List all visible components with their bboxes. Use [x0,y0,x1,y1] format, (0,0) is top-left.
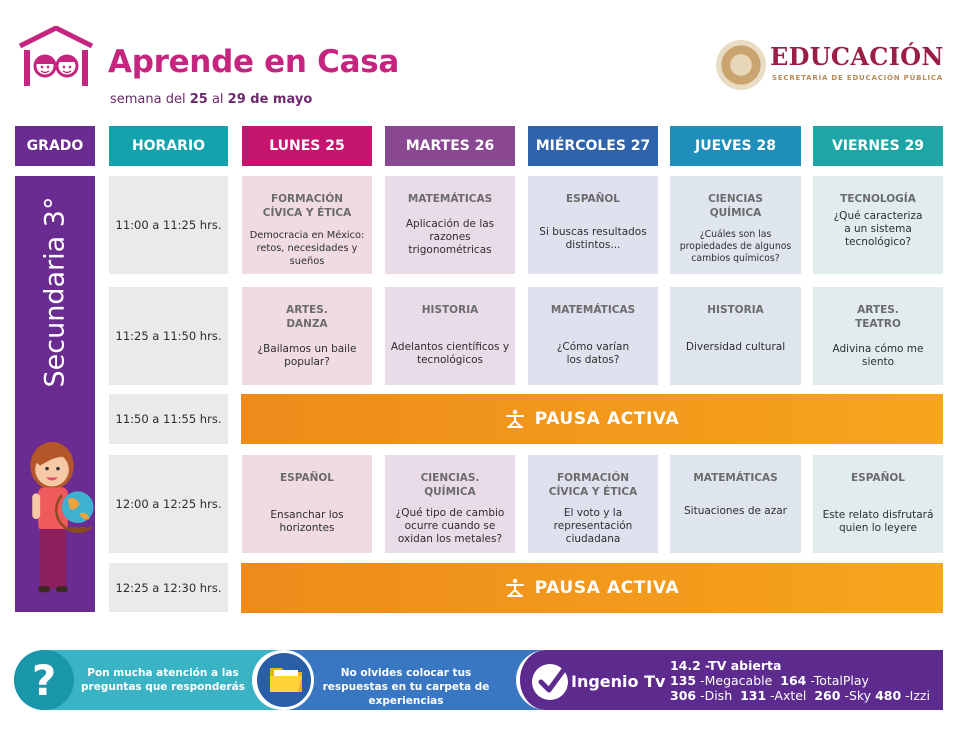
class-topic: Situaciones de azar [684,505,787,517]
class-cell [385,287,515,385]
class-topic: Si buscas resultados distintos... [539,226,647,251]
pausa-activa-banner [241,394,943,444]
pausa-label: PAUSA ACTIVA [534,409,680,429]
channel-line [670,673,930,688]
class-cell [242,176,372,274]
class-cell [242,455,372,553]
class-topic: Ensanchar los horizontes [270,509,344,534]
class-cell [670,287,801,385]
grade-label: Secundaria 3° [39,196,71,388]
class-topic: ¿Cómo varían los datos? [556,341,630,366]
subtitle-middle: al [207,92,228,107]
class-topic: Diversidad cultural [685,341,786,353]
time-slot: 11:50 a 11:55 hrs. [109,394,228,444]
class-subject: ESPAÑOL [851,472,905,484]
header-horario: HORARIO [109,126,228,166]
class-subject: ESPAÑOL [280,472,334,484]
grade-column [15,176,95,612]
channel-line [670,688,930,703]
channel-name: -TV abierta [704,658,782,673]
stretching-person-icon [505,409,525,429]
class-cell [670,455,801,553]
time-slot: 12:25 a 12:30 hrs. [109,563,228,612]
check-circle-icon [530,658,574,702]
class-topic: ¿Qué caracteriza a un sistema tecnológico? [833,210,923,248]
time-slot: 11:00 a 11:25 hrs. [109,176,228,274]
time-slot: 11:25 a 11:50 hrs. [109,287,228,385]
header-lunes: LUNES 25 [242,126,372,166]
brand-subtitle: SECRETARÍA DE EDUCACIÓN PÚBLICA [772,74,944,82]
time-slot: 12:00 a 12:25 hrs. [109,455,228,553]
channel-number: 135 [670,673,697,688]
mexico-seal-icon [716,40,766,90]
class-subject: MATEMÁTICAS [550,304,636,316]
class-cell [813,287,943,385]
pausa-label: PAUSA ACTIVA [534,578,680,598]
class-subject: ARTES. TEATRO [855,304,901,330]
class-cell [528,287,658,385]
channel-line [670,658,930,673]
channel-name: -Axtel [770,688,807,703]
girl-with-globe-illustration [15,436,95,612]
subtitle-start-date: 25 [189,92,208,107]
week-subtitle [110,92,312,107]
channel-number: 164 [780,673,807,688]
class-cell [528,176,658,274]
class-topic: Adelantos científicos y tecnológicos [390,341,510,366]
header-miercoles: MIÉRCOLES 27 [528,126,658,166]
class-cell [813,455,943,553]
channel-number: 306 [670,688,697,703]
channel-name: -Sky [844,688,872,703]
class-topic: Aplicación de las razones trigonométricas [405,218,495,256]
channel-number: 14.2 [670,658,701,673]
class-subject: ESPAÑOL [566,193,620,205]
class-subject: ARTES. DANZA [286,304,328,330]
channel-name: -TotalPlay [810,673,869,688]
class-subject: MATEMÁTICAS [407,193,493,205]
class-topic: Democracia en México: retos, necesidades y sueños [249,230,365,267]
tip-folder-text: No olvides colocar tus respuestas en tu carpeta de experiencias [322,667,490,707]
page-title: Aprende en Casa [108,44,399,80]
header-jueves: JUEVES 28 [670,126,801,166]
class-subject: CIENCIAS. QUÍMICA [420,472,480,498]
channel-number: 260 [814,688,841,703]
channel-name: -Dish [700,688,733,703]
brand-title: EDUCACIÓN [770,42,944,71]
class-topic: ¿Bailamos un baile popular? [257,343,357,368]
class-cell [242,287,372,385]
header-viernes: VIERNES 29 [813,126,943,166]
pausa-activa-banner [241,563,943,613]
header-martes: MARTES 26 [385,126,515,166]
class-cell [385,455,515,553]
stretching-person-icon [505,578,525,598]
class-subject: HISTORIA [421,304,479,316]
subtitle-end-date: 29 de mayo [227,92,313,107]
class-subject: TECNOLOGÍA [840,193,916,205]
class-topic: ¿Qué tipo de cambio ocurre cuando se oxidan los metales? [395,507,505,545]
channel-name: -Megacable [700,673,773,688]
channel-number: 131 [740,688,767,703]
class-subject: HISTORIA [707,304,764,316]
class-cell [385,176,515,274]
house-kids-icon [18,26,94,88]
class-cell [528,455,658,553]
class-topic: Este relato disfrutará quien lo leyere [822,509,934,534]
class-cell [670,176,801,274]
class-subject: CIENCIAS QUÍMICA [708,193,763,219]
tip-attention-text: Pon mucha atención a las preguntas que responderás [81,667,245,693]
class-cell [813,176,943,274]
class-subject: MATEMÁTICAS [693,472,778,484]
tv-channel-list [670,658,930,703]
header-grado: GRADO [15,126,95,166]
class-subject: FORMACIÓN CÍVICA Y ÉTICA [548,472,638,498]
class-subject: FORMACIÓN CÍVICA Y ÉTICA [262,193,352,219]
folder-icon [268,664,304,694]
class-topic: El voto y la representación ciudadana [553,507,633,545]
class-topic: Adivina cómo me siento [832,343,924,368]
question-icon: ? [14,650,74,710]
subtitle-prefix: semana del [110,92,190,107]
class-topic: ¿Cuáles son las propiedades de algunos cambios químicos? [679,229,792,264]
ingenio-tv-label: Ingenio Tv [571,672,666,691]
channel-name: -Izzi [905,688,930,703]
channel-number: 480 [875,688,902,703]
